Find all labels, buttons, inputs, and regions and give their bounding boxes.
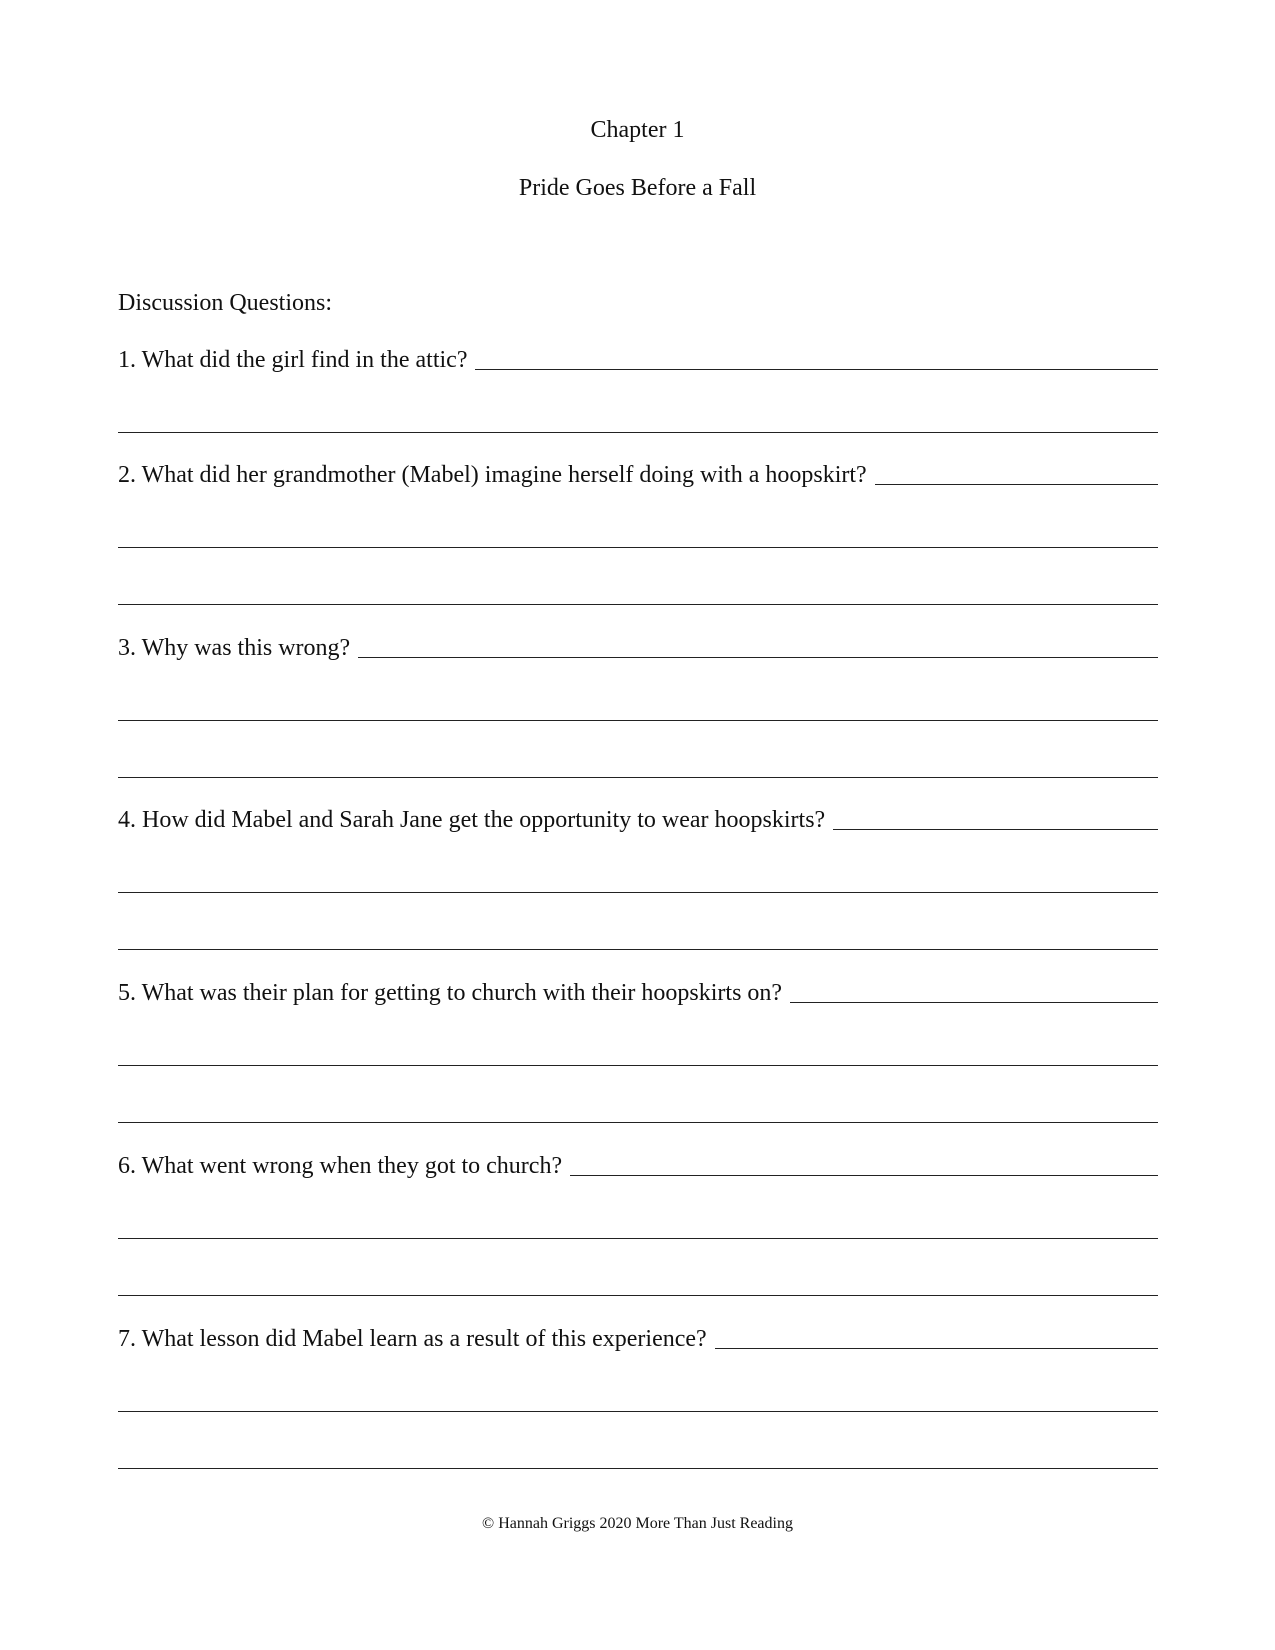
question-4-answer-line-3[interactable]: [118, 949, 1158, 950]
copyright-footer: © Hannah Griggs 2020 More Than Just Reading: [482, 1515, 793, 1532]
question-6-row: [118, 1150, 1158, 1180]
section-label: Discussion Questions:: [118, 290, 333, 316]
question-4-answer-line[interactable]: [833, 829, 1158, 830]
question-4-text: 4. How did Mabel and Sarah Jane get the opportunity to wear hoopskirts?: [118, 807, 826, 833]
question-4-row: [118, 804, 1158, 834]
question-2-answer-line-3[interactable]: [118, 604, 1158, 605]
question-3-answer-line[interactable]: [358, 657, 1158, 658]
question-7-answer-line-3[interactable]: [118, 1468, 1158, 1469]
question-4-answer-line-2[interactable]: [118, 892, 1158, 893]
question-2-answer-line-2[interactable]: [118, 547, 1158, 548]
question-1-text: 1. What did the girl find in the attic?: [118, 347, 468, 373]
chapter-title: Chapter 1: [590, 117, 685, 143]
question-3-row: [118, 632, 1158, 662]
question-3-answer-line-3[interactable]: [118, 777, 1158, 778]
question-7-answer-line-2[interactable]: [118, 1411, 1158, 1412]
question-5-answer-line-3[interactable]: [118, 1122, 1158, 1123]
question-5-text: 5. What was their plan for getting to church with their hoopskirts on?: [118, 980, 783, 1006]
question-6-answer-line[interactable]: [570, 1175, 1158, 1176]
question-7-row: [118, 1323, 1158, 1353]
question-6-answer-line-2[interactable]: [118, 1238, 1158, 1239]
question-5-answer-line[interactable]: [790, 1002, 1158, 1003]
question-5-row: [118, 977, 1158, 1007]
question-2-answer-line[interactable]: [875, 484, 1158, 485]
question-7-text: 7. What lesson did Mabel learn as a result of this experience?: [118, 1326, 707, 1352]
question-1-answer-line-2[interactable]: [118, 432, 1158, 433]
question-6-answer-line-3[interactable]: [118, 1295, 1158, 1296]
question-3-text: 3. Why was this wrong?: [118, 635, 351, 661]
question-1-row: [118, 344, 1158, 374]
question-1-answer-line[interactable]: [475, 369, 1158, 370]
question-2-row: [118, 459, 1158, 489]
question-2-text: 2. What did her grandmother (Mabel) imagine herself doing with a hoopskirt?: [118, 462, 867, 488]
question-7-answer-line[interactable]: [715, 1348, 1158, 1349]
question-3-answer-line-2[interactable]: [118, 720, 1158, 721]
chapter-subtitle: Pride Goes Before a Fall: [518, 175, 757, 201]
question-5-answer-line-2[interactable]: [118, 1065, 1158, 1066]
question-6-text: 6. What went wrong when they got to church?: [118, 1153, 563, 1179]
